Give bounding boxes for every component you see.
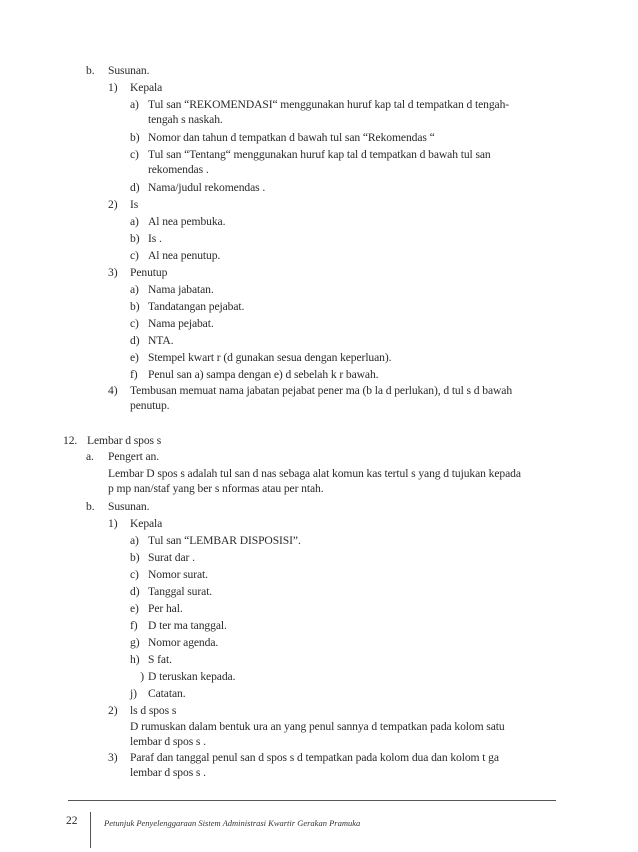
footer-title: Petunjuk Penyelenggaraan Sistem Administrasi Kwartir Gerakan Pramuka [104, 818, 361, 828]
list-marker: d) [130, 334, 140, 347]
line-text: rekomendas . [148, 163, 209, 176]
list-item [130, 618, 227, 633]
list-item [130, 248, 220, 263]
line-text: Tul san “REKOMENDASI“ menggunakan huruf kap tal d tempatkan d tengah- [148, 98, 510, 111]
line-text: lembar d spos s . [130, 735, 206, 748]
line-text: Nomor agenda. [148, 636, 219, 649]
list-marker: e) [130, 602, 139, 615]
list-marker: f) [130, 619, 138, 632]
list-item [130, 635, 218, 650]
line-text: Stempel kwart r (d gunakan sesua dengan keperluan). [148, 351, 392, 364]
line-text: Nama pejabat. [148, 317, 214, 330]
list-marker: e) [130, 351, 139, 364]
line-text: Tul san “Tentang“ menggunakan huruf kap tal d tempatkan d bawah tul san [148, 148, 491, 161]
line-text: Nomor dan tahun d tempatkan d bawah tul san “Rekomendas “ [148, 131, 435, 144]
list-marker: h) [130, 653, 140, 666]
line-text: ls d spos s [130, 704, 177, 717]
line-text: Tul san “LEMBAR DISPOSISI”. [148, 534, 301, 547]
line-text: Paraf dan tanggal penul san d spos s d tempatkan pada kolom dua dan kolom t ga [130, 751, 499, 764]
section-heading [86, 499, 149, 514]
line-text: Surat dar . [148, 551, 195, 564]
list-item [108, 383, 512, 398]
list-marker: b) [130, 300, 140, 313]
line-text: Kepala [130, 81, 163, 94]
list-marker: a) [130, 215, 139, 228]
line-text: Penul san a) sampa dengan e) d sebelah k r bawah. [148, 368, 379, 381]
line-text: Per hal. [148, 602, 183, 615]
list-marker: f) [130, 368, 138, 381]
list-item [130, 686, 186, 701]
list-marker: b. [86, 64, 95, 77]
line-text: Al nea penutup. [148, 249, 221, 262]
list-marker: d) [130, 585, 140, 598]
line-text: penutup. [130, 399, 170, 412]
list-item [130, 550, 195, 565]
section-heading [86, 449, 159, 464]
list-item [130, 584, 212, 599]
list-marker: 2) [108, 198, 118, 211]
page-number: 22 [66, 815, 78, 827]
line-text: Catatan. [148, 687, 186, 700]
paragraph-line [108, 481, 324, 496]
list-marker: c) [130, 568, 139, 581]
line-text: Lembar D spos s adalah tul san d nas sebaga alat komun kas tertul s yang d tujukan kepada [108, 467, 521, 480]
list-marker: 1) [108, 81, 118, 94]
line-text: Al nea pembuka. [148, 215, 226, 228]
paragraph-line [130, 719, 505, 734]
line-text: Nama/judul rekomendas . [148, 181, 266, 194]
line-continuation [148, 112, 223, 127]
list-marker: a. [86, 450, 94, 463]
paragraph-line [130, 734, 206, 749]
list-marker: a) [130, 534, 139, 547]
list-item [108, 516, 162, 531]
list-marker: g) [130, 636, 140, 649]
paragraph-line [108, 466, 521, 481]
line-text: Tembusan memuat nama jabatan pejabat pener ma (b la d perlukan), d tul s d bawah [130, 384, 513, 397]
list-item [108, 750, 499, 765]
list-item [130, 652, 172, 667]
line-text: Is [130, 198, 139, 211]
list-marker: j) [130, 687, 137, 700]
list-marker: d) [130, 181, 140, 194]
line-text: S fat. [148, 653, 172, 666]
list-marker: b) [130, 232, 140, 245]
list-item [130, 367, 378, 382]
list-marker: b) [130, 551, 140, 564]
list-item [130, 567, 208, 582]
list-marker: 12. [63, 434, 78, 447]
list-item [108, 80, 162, 95]
list-item [130, 316, 214, 331]
list-marker: 1) [108, 517, 118, 530]
section-heading [86, 63, 149, 78]
footer-divider [90, 812, 91, 848]
line-text: D ter ma tanggal. [148, 619, 227, 632]
list-marker: 3) [108, 266, 118, 279]
line-text: Pengert an. [108, 450, 160, 463]
list-marker: b. [86, 500, 95, 513]
line-text: Susunan. [108, 500, 150, 513]
section-heading [63, 433, 161, 448]
list-item [130, 533, 301, 548]
line-text: D rumuskan dalam bentuk ura an yang penul sannya d tempatkan pada kolom satu [130, 720, 505, 733]
line-text: D teruskan kepada. [148, 670, 236, 683]
line-continuation [148, 162, 209, 177]
list-item [130, 130, 435, 145]
list-item [130, 97, 509, 112]
list-marker: c) [130, 249, 139, 262]
list-item [130, 231, 162, 246]
list-marker: a) [130, 98, 139, 111]
list-marker: 3) [108, 751, 118, 764]
list-marker: 2) [108, 704, 118, 717]
footer-rule [68, 800, 556, 801]
list-item [130, 147, 491, 162]
list-item [108, 197, 138, 212]
line-text: Tanggal surat. [148, 585, 213, 598]
list-marker: ) [140, 670, 144, 683]
list-item [108, 265, 167, 280]
list-item [130, 350, 391, 365]
line-continuation [130, 398, 169, 413]
line-text: lembar d spos s . [130, 766, 206, 779]
list-marker: c) [130, 148, 139, 161]
line-text: Nama jabatan. [148, 283, 214, 296]
line-text: Kepala [130, 517, 163, 530]
line-text: p mp nan/staf yang ber s nformas atau per ntah. [108, 482, 324, 495]
line-text: Penutup [130, 266, 168, 279]
line-text: NTA. [148, 334, 174, 347]
line-text: Is . [148, 232, 162, 245]
list-item [130, 299, 244, 314]
list-marker: c) [130, 317, 139, 330]
list-item [130, 282, 214, 297]
list-item [130, 180, 265, 195]
list-marker: a) [130, 283, 139, 296]
list-item [130, 214, 225, 229]
line-text: Nomor surat. [148, 568, 208, 581]
line-text: tengah s naskah. [148, 113, 223, 126]
list-marker: 4) [108, 384, 118, 397]
list-item [130, 333, 173, 348]
list-item [108, 703, 176, 718]
list-marker: b) [130, 131, 140, 144]
line-text: Susunan. [108, 64, 150, 77]
list-item [130, 601, 183, 616]
line-text: Tandatangan pejabat. [148, 300, 245, 313]
line-text: Lembar d spos s [87, 434, 162, 447]
paragraph-line [130, 765, 206, 780]
list-item [130, 669, 235, 684]
